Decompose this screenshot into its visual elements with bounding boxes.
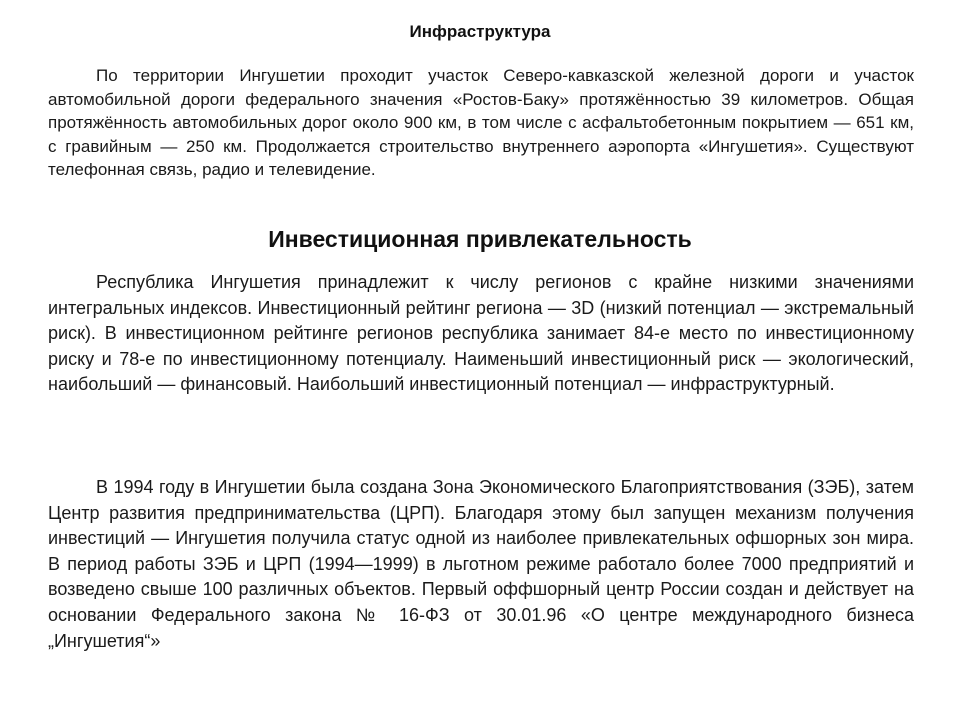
investment-heading: Инвестиционная привлекательность [268, 226, 692, 252]
infrastructure-heading: Инфраструктура [409, 22, 551, 41]
investment-paragraph-rating: Республика Ингушетия принадлежит к числу регионов с крайне низкими значениями интегральных индексов. Инвестиционный рейтинг региона — 3D (низкий потенциал — экстремальный риск). В инвестиционном рейтинге регионов республика занимает 84-е место по инвестиционному риску и 78-е по инвестиционному потенциалу. Наименьший инвестиционный риск — экологический, наибольший — финансовый. Наибольший инвестиционный потенциал — инфраструктурный. [48, 272, 914, 395]
infrastructure-paragraph: По территории Ингушетии проходит участок Северо-кавказской железной дороги и участок автомобильной дороги федерального значения «Ростов-Баку» протяжённостью 39 километров. Общая протяжённость автомобильных дорог около 900 км, в том числе с асфальтобетонным покрытием — 651 км, с гравийным — 250 км. Продолжается строительство внутреннего аэропорта «Ингушетия». Существуют телефонная связь, радио и телевидение. [48, 66, 914, 179]
investment-paragraph-history: В 1994 году в Ингушетии была создана Зона Экономического Благоприятствования (ЗЭБ), затем Центр развития предпринимательства (ЦРП). Благодаря этому был запущен механизм получения инвестиций — Ингушетия получила статус одной из наиболее привлекательных офшорных зон мира. В период работы ЗЭБ и ЦРП (1994—1999) в льготном режиме работало более 7000 предприятий и возведено свыше 100 различных объектов. Первый оффшорный центр России создан и действует на основании Федерального закона № 16-ФЗ от 30.01.96 «О центре международного бизнеса „Ингушетия“» [48, 477, 914, 651]
